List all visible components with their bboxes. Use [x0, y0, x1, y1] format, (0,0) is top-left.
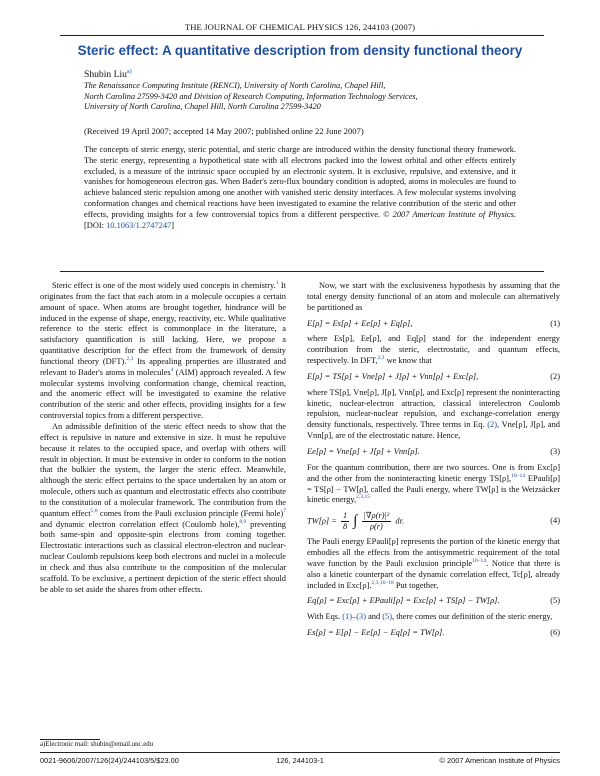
- author-name: Shubin Liu: [84, 69, 127, 81]
- running-head: THE JOURNAL OF CHEMICAL PHYSICS 126, 244103 (2007): [184, 22, 416, 32]
- equation-number: (4): [550, 516, 560, 526]
- citation-ref[interactable]: 8,9: [239, 518, 247, 525]
- text-run: and: [365, 612, 383, 622]
- paragraph: [307, 334, 560, 367]
- citation-ref[interactable]: 2,3,16–18: [371, 579, 394, 586]
- equation-number: (1): [550, 318, 560, 328]
- affiliation-line: North Carolina 27599-3420 and Division of Research Computing, Information Technology Services,: [84, 91, 418, 101]
- text-run: –: [352, 612, 357, 622]
- text-run: It originates from the fact that each atom in a molecule occupies a certain amount of space. When atoms are brought together, hindrance will be induced in the expense of shape, energy, reactivity, etc. While qualitative reference to the steric effect is commonplace in the literature, a satisfactory quantification is still lacking. Here, we propose a quantitative description for the effect from the framework of density functional theory (DFT).: [40, 281, 286, 366]
- text-run: With Eqs.: [307, 612, 343, 622]
- author-note-mark[interactable]: a): [126, 69, 132, 75]
- equation-6: [307, 628, 560, 639]
- footnote: a)Electronic mail: shubin@email.unc.edu: [40, 741, 154, 748]
- text-run: EPauli[ρ] = TS[ρ] − TW[ρ], called the Pauli energy, where TW[ρ] is the Weizsäcker kinetic energy,: [307, 473, 560, 505]
- paragraph: [307, 388, 560, 442]
- citation-ref[interactable]: 5,6: [90, 507, 98, 514]
- equation-number: (6): [550, 628, 560, 638]
- equation-2: [307, 372, 560, 383]
- copyright-note: © 2007 American Institute of Physics.: [383, 209, 516, 219]
- equation-tail: dr.: [395, 516, 405, 526]
- footer-right: © 2007 American Institute of Physics: [439, 756, 560, 765]
- paragraph: [40, 281, 286, 422]
- text-run: (AIM) approach revealed. A few molecular systems involving conformation change, chemical reaction, and the anomeric effect will be investigated to examine the relative contribution of the steric and other effects, providing insights for a few controversial topics from a different perspective.: [40, 367, 286, 421]
- numerator: 1: [343, 511, 348, 521]
- header-rule: [60, 35, 544, 36]
- equation-body: E[ρ] = TS[ρ] + Vne[ρ] + J[ρ] + Vnn[ρ] + Exc[ρ],: [307, 371, 479, 381]
- left-column: [40, 281, 286, 595]
- paragraph: Now, we start with the exclusiveness hypothesis by assuming that the total energy density functional of an atom and molecule can alternatively be partitioned as: [307, 281, 560, 312]
- text-run: An admissible definition of the steric effect needs to show that the effect is repulsive in nature and extensive in size. It must be repulsive because it relates to the occupied space, and overlap with others will result in objection. It must be extensive in order to conform to the notion that the bulkier the system, the larger the steric effect. Meanwhile, although the steric effect pertains to the space undertaken by an atom or molecule, others such as quantum and electrostatic effects also contribute to the constitution of a molecular framework. The contribution from the quantum effect: [40, 421, 286, 518]
- text-run: The Pauli energy EPauli[ρ] represents the portion of the kinetic energy that embodies all the effects from the antisymmetric requirement of the total wave function by the Pauli exclusion principle: [307, 537, 560, 568]
- paragraph: [307, 612, 560, 623]
- equation-1: [307, 319, 560, 330]
- equation-number: (2): [550, 371, 560, 381]
- denominator: ρ(r): [369, 522, 383, 532]
- page-number: 126, 244103-1: [276, 756, 324, 765]
- footer-rule: [40, 752, 560, 753]
- equation-body: Es[ρ] = E[ρ] − Ee[ρ] − Eq[ρ] = TW[ρ].: [307, 628, 445, 638]
- fraction: [362, 511, 392, 532]
- citation-ref[interactable]: 10–14: [511, 472, 526, 479]
- doi-link[interactable]: 10.1063/1.2747247: [106, 220, 172, 230]
- equation-4: [307, 511, 560, 532]
- footer-left: 0021-9606/2007/126(24)/244103/5/$23.00: [40, 756, 179, 765]
- citation-ref[interactable]: 2,3: [377, 355, 385, 362]
- doi-suffix: ]: [171, 220, 175, 230]
- numerator: |∇ρ(r)|²: [363, 511, 390, 521]
- affiliation-line: The Renaissance Computing Institute (RENCI), University of North Carolina, Chapel Hill,: [84, 81, 386, 90]
- text-run: we know that: [384, 356, 432, 366]
- paragraph: [307, 537, 560, 591]
- citation-ref[interactable]: 1: [275, 280, 279, 287]
- equation-body: Eq[ρ] = Exc[ρ] + EPauli[ρ] = Exc[ρ] + TS[ρ] − TW[ρ].: [307, 596, 500, 606]
- citation-ref[interactable]: 7: [283, 507, 286, 514]
- affiliation-line: University of North Carolina, Chapel Hill, North Carolina 27599-3420: [84, 102, 321, 112]
- abstract: [84, 145, 516, 231]
- text-run: Steric effect is one of the most widely used concepts in chemistry.: [52, 281, 276, 290]
- equation-5: [307, 596, 560, 607]
- text-run: comes from the Pauli exclusion principle (Fermi hole): [97, 508, 284, 518]
- abstract-rule: [60, 271, 544, 272]
- equation-link[interactable]: (2): [487, 420, 497, 430]
- text-run: For the quantum contribution, there are two sources. One is from Exc[ρ] and the other from the noninteracting kinetic energy TS[ρ],: [307, 462, 560, 483]
- equation-number: (3): [550, 446, 560, 456]
- citation-ref[interactable]: 2,3,15: [356, 494, 371, 501]
- equation-body: E[ρ] = Es[ρ] + Ee[ρ] + Eq[ρ],: [307, 318, 413, 328]
- abstract-text: The concepts of steric energy, steric potential, and steric charge are introduced within the density functional theory framework. The steric energy, representing a hypothetical state with all electrons packed into the lowest orbital and other effects entirely excluded, is a measure of the intrinsic space occupied by an electronic system. It is exclusive, repulsive, and extensive, and it vanishes for homogeneous electron gas. When Bader's zero-flux boundary condition is adopted, atoms in molecules are found to achieve balanced steric repulsion among one another with vanished steric density interfaces. A few molecular systems involving conformation changes and chemical reactions have been investigated to examine the relative contribution of the steric and other effects, providing insights for a few controversial topics from a different perspective.: [84, 145, 516, 219]
- equation-link[interactable]: (1): [342, 612, 353, 622]
- denominator: 8: [343, 522, 348, 532]
- paragraph: [40, 422, 286, 596]
- text-run: Its appealing properties are illustrated and relevant to Bader's atoms in molecules: [40, 356, 286, 377]
- footnote-rule: [40, 739, 100, 740]
- equation-number: (5): [550, 596, 560, 606]
- equation-body: [307, 511, 404, 532]
- fraction: [341, 511, 349, 532]
- equation-3: [307, 447, 560, 458]
- text-run: . Notice that there is also a kinetic counterpart of the dynamic correlation effect, Tc[ρ], already included in Exc[ρ].: [307, 558, 560, 590]
- text-run: where Es[ρ], Ee[ρ], and Eq[ρ] stand for the independent energy contribution from the steric, electrostatic, and quantum effects, respectively. In DFT,: [307, 334, 560, 366]
- integral-sign: ∫: [353, 513, 358, 530]
- text-run: Put together,: [393, 580, 439, 590]
- citation-ref[interactable]: 2,3: [126, 356, 134, 363]
- right-column: [307, 281, 560, 644]
- equation-body: Ee[ρ] = Vne[ρ] + J[ρ] + Vnn[ρ].: [307, 446, 420, 456]
- text-run: , there comes our definition of the steric energy,: [392, 612, 553, 622]
- equation-link[interactable]: (5): [382, 612, 393, 622]
- text-run: where TS[ρ], Vne[ρ], J[ρ], Vnn[ρ], and Exc[ρ] represent the noninteracting kinetic, nuclear-electron attraction, classical interelectron Coulomb repulsion, nuclear-nuclear repulsion, and exchange-correlation energy density functionals, respectively. Three terms in Eq.: [307, 387, 560, 430]
- text-run: and dynamic electron correlation effect (Coulomb hole),: [40, 519, 240, 529]
- citation-ref[interactable]: 4: [170, 366, 174, 373]
- article-title: Steric effect: A quantitative description from density functional theory: [77, 43, 523, 58]
- equation-lhs: TW[ρ] =: [307, 516, 340, 526]
- paragraph: [307, 463, 560, 506]
- received-dates: (Received 19 April 2007; accepted 14 May 2007; published online 22 June 2007): [84, 126, 364, 136]
- equation-link[interactable]: (3): [356, 612, 366, 622]
- text-run: , Vne[ρ], J[ρ], and Vnn[ρ], are of the electrostatic nature. Hence,: [307, 420, 560, 441]
- doi-prefix: [DOI:: [84, 220, 107, 230]
- text-run: preventing both same-spin and opposite-spin electrons from coming together. Electrostatic interactions such as classical electron-electron and nuclear-nuclear Coulomb repulsions keep both electrons and nuclei in a molecule in check and thus also contribute to the composition of the molecular scaffold. To be exclusive, a pertinent depiction of the steric effect should be able to set aside the shares from other effects.: [40, 519, 286, 594]
- author-line: [84, 69, 132, 80]
- affiliation: [84, 81, 524, 113]
- citation-ref[interactable]: 10–14: [472, 558, 487, 565]
